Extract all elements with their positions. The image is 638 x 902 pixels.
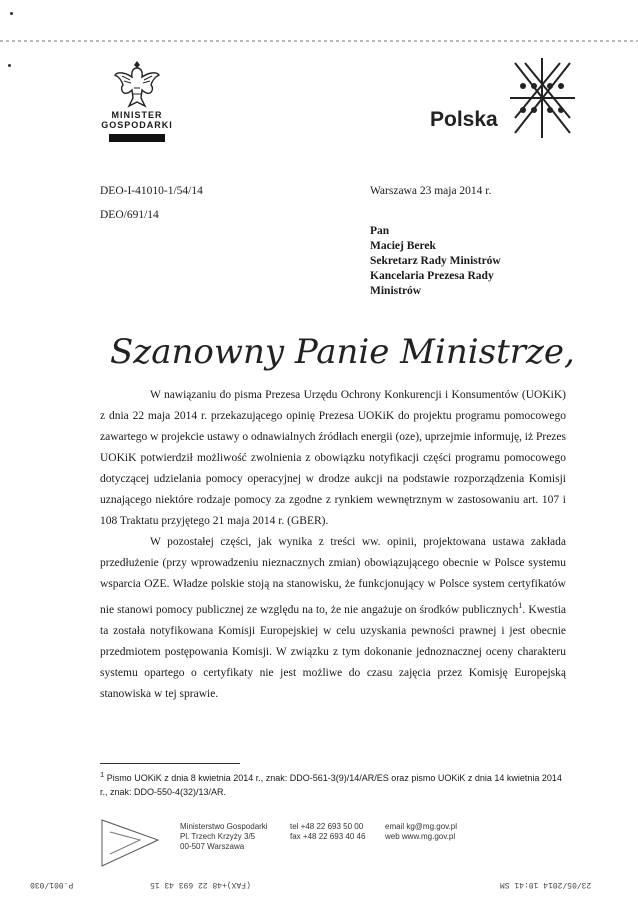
reference-number-1: DEO-I-41010-1/54/14 bbox=[100, 185, 203, 197]
footer-address-line: Pl. Trzech Krzyży 3/5 bbox=[180, 832, 256, 841]
letter-date: Warszawa 23 maja 2014 r. bbox=[370, 185, 492, 197]
footnote-number: 1 bbox=[100, 770, 105, 779]
scan-speck bbox=[10, 12, 13, 15]
footnote bbox=[100, 768, 566, 799]
footer-web bbox=[385, 822, 457, 842]
footer-email: email kg@mg.gov.pl bbox=[385, 822, 457, 831]
fax-header-line bbox=[0, 40, 638, 42]
footer-address-line: Ministerstwo Gospodarki bbox=[180, 822, 268, 831]
addressee-line: Maciej Berek bbox=[370, 240, 436, 252]
footer-phone: tel +48 22 693 50 00 bbox=[290, 822, 364, 831]
footer-phones bbox=[290, 822, 365, 842]
addressee-block bbox=[370, 224, 501, 299]
ministry-line-1: MINISTER bbox=[111, 110, 163, 120]
ministry-name bbox=[98, 110, 176, 130]
ministry-logo bbox=[98, 58, 176, 142]
addressee-line: Kancelaria Prezesa Rady bbox=[370, 270, 494, 282]
addressee-line: Ministrów bbox=[370, 285, 422, 297]
paragraph-2-part-2: . Kwestia ta została notyfikowana Komisji Europejskiej w celu uzyskania pewności prawnej i jest obecnie przedmiotem postępowania Komisji. W związku z tym dokonanie jednoznacznej oceny charakteru systemu opartego o certyfikaty nie jest możliwe do czasu zajęcia przez Komisję Europejską stanowiska w tej sprawie. bbox=[100, 603, 567, 700]
addressee-line: Sekretarz Rady Ministrów bbox=[370, 255, 501, 267]
fax-page-number: P.001/030 bbox=[30, 880, 74, 889]
footnote-text: Pismo UOKiK z dnia 8 kwietnia 2014 r., znak: DDO-561-3(9)/14/AR/ES oraz pismo UOKiK z dnia 14 kwietnia 2014 r., znak: DDO-550-4(32)/13/AR. bbox=[100, 773, 562, 797]
ministry-line-2: GOSPODARKI bbox=[101, 120, 173, 130]
body-paragraph-1: W nawiązaniu do pisma Prezesa Urzędu Ochrony Konkurencji i Konsumentów (UOKiK) z dnia 22 maja 2014 r. przekazującego opinię Prezesa UOKiK do projektu programu pomocowego zawartego w projekcie ustawy o odnawialnych źródłach energii (oze), uprzejmie informuję, iż Prezes UOKiK potwierdził możliwość zwolnienia z obowiązku notyfikacji części programu pomocowego dotyczącej udzielania pomocy operacyjnej w drodze aukcji na podstawie rozporządzenia Komisji uznającego niektóre rodzaje pomocy za zgodne z rynkiem wewnętrznym w zastosowaniu art. 107 i 108 Traktatu przyjętego 21 maja 2014 r. (GBER). bbox=[100, 389, 566, 527]
paragraph-2-part-1: W pozostałej części, jak wynika z treści ww. opinii, projektowana ustawa zakłada przedłużenie (przy wprowadzeniu nieznacznych zmian) obowiązującego obecnie w Polsce systemu wsparcia OZE. Władze polskie stoją na stanowisku, że funkcjonujący w Polsce system certyfikatów nie stanowi pomocy publicznej ze względu na to, że nie angażuje on środków publicznych bbox=[100, 536, 566, 616]
footer-address-line: 00-507 Warszawa bbox=[180, 842, 245, 851]
footer-logo-icon bbox=[100, 818, 160, 873]
footer-website: web www.mg.gov.pl bbox=[385, 832, 456, 841]
handwritten-salutation: Szanowny Panie Ministrze, bbox=[110, 332, 575, 372]
footer-address bbox=[180, 822, 268, 852]
footnote-separator bbox=[100, 763, 240, 764]
polska-logo-text: Polska bbox=[430, 108, 498, 131]
footnote-marker: 1 bbox=[518, 601, 523, 610]
letter-body bbox=[100, 385, 566, 705]
body-paragraph-2 bbox=[100, 532, 566, 705]
reference-number-2: DEO/691/14 bbox=[100, 209, 159, 221]
eagle-emblem-icon bbox=[98, 58, 176, 110]
footer-fax: fax +48 22 693 40 46 bbox=[290, 832, 366, 841]
scan-speck bbox=[8, 64, 11, 67]
addressee-line: Pan bbox=[370, 225, 390, 237]
fax-number: (FAX)+48 22 693 43 15 bbox=[150, 880, 251, 889]
ministry-color-bar bbox=[109, 134, 165, 142]
fax-timestamp: 23/05/2014 10:41 SM bbox=[500, 880, 592, 889]
